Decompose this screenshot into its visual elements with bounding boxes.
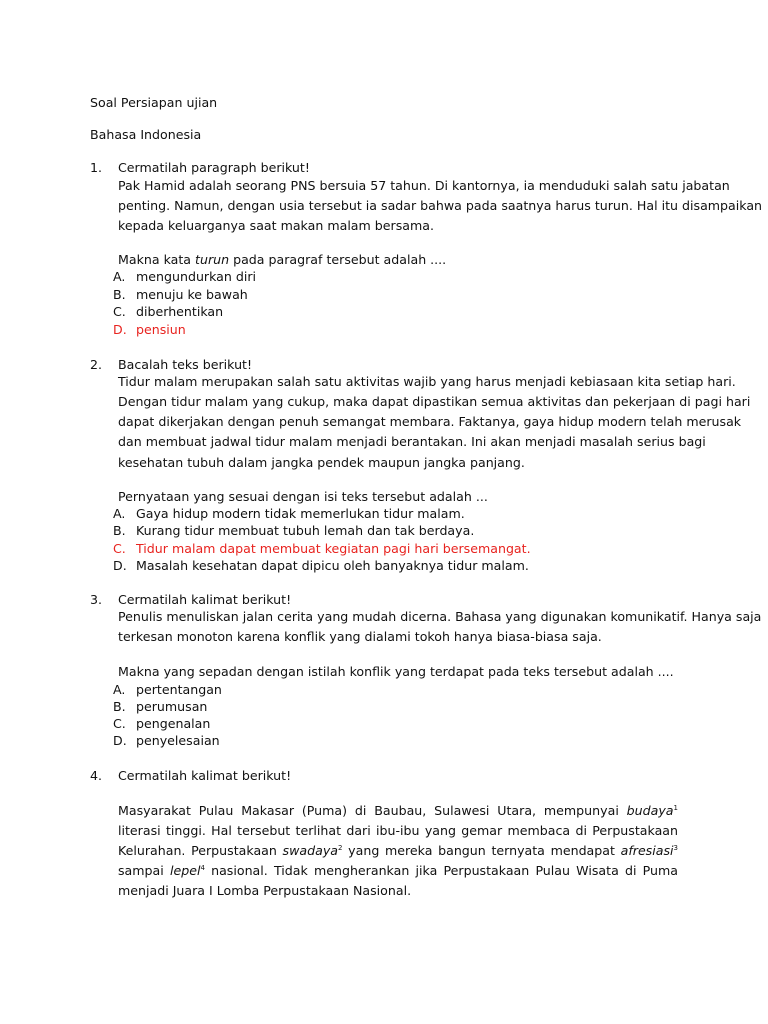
passage-line: Penulis menuliskan jalan cerita yang mudah dicerna. Bahasa yang digunakan komunikatif. Hanya saja xyxy=(118,609,762,624)
passage-line: dapat dikerjakan dengan penuh semangat membara. Faktanya, gaya hidup modern telah merusak xyxy=(118,414,742,429)
question-number: 1. xyxy=(90,160,103,175)
word-afresiasi: afresiasi xyxy=(620,843,674,858)
passage-line: Dengan tidur malam yang cukup, maka dapat dipastikan semua aktivitas dan pekerjaan di pagi hari xyxy=(118,394,751,409)
passage-line: Pak Hamid adalah seorang PNS bersuia 57 tahun. Di kantornya, ia menduduki salah satu jabatan xyxy=(118,178,730,193)
word-budaya: budaya xyxy=(626,803,674,818)
passage-line: kepada keluarganya saat makan malam bersama. xyxy=(118,218,434,233)
word-lepel: lepel xyxy=(169,863,201,878)
passage-line: Tidur malam merupakan salah satu aktivitas wajib yang harus menjadi kebiasaan kita setiap hari. xyxy=(118,374,736,389)
question-number: 2. xyxy=(90,357,103,372)
passage-line: terkesan monoton karena konflik yang dialami tokoh hanya biasa-biasa saja. xyxy=(118,629,602,644)
passage-paragraph: Masyarakat Pulau Makasar (Puma) di Baubau, Sulawesi Utara, mempunyai budaya$^1$ literasi tinggi. Hal tersebut terlihat dari ibu-ibu yang gemar membaca di Perpustakaan Kelurahan. Perpustakaan swadaya$^2$ yang mereka bangun ternyata mendapat afresiasi$^3$ sampai lepel$^4$ nasional. Tidak mengherankan jika Perpustakaan Pulau Wisata di Puma menjadi Juara I Lomba Perpustakaan Nasional. xyxy=(118,803,678,898)
question-prompt: Makna kata turun pada paragraf tersebut adalah .... xyxy=(118,252,447,267)
question-number: 4. xyxy=(90,768,103,783)
passage-line: penting. Namun, dengan usia tersebut ia sadar bahwa pada saatnya harus turun. Hal itu disampaikan xyxy=(118,198,763,213)
word-swadaya: swadaya xyxy=(282,843,339,858)
question-instruction: Cermatilah kalimat berikut! xyxy=(118,768,292,783)
question-number: 3. xyxy=(90,592,103,607)
document-page: Soal Persiapan ujian Bahasa Indonesia 1. Cermatilah paragraph berikut! Pak Hamid adalah seorang PNS bersuia 57 tahun. Di kantornya, ia menduduki salah satu jabatan penting. Namun, dengan usia tersebut ia sadar bahwa pada saatnya harus turun. Hal itu disampaikan kepada keluarganya saat makan malam bersama. Makna kata turun pada paragraf tersebut adalah .... A. mengundurkan diri B. menuju ke bawah C. diberhentikan D. pensiun 2. Bacalah teks berikut! Tidur malam merupakan salah satu aktivitas wajib yang harus menjadi kebiasaan kita setiap hari. Dengan tidur malam yang cukup, maka dapat dipastikan semua aktivitas dan pekerjaan di pagi hari dapat dikerjakan dengan penuh semangat membara. Faktanya, gaya hidup modern telah merusak dan membuat jadwal tidur malam menjadi berantakan. Ini akan menjadi masalah serius bagi kesehatan tubuh dalam jangka pendek maupun jangka panjang. Pernyataan yang sesuai dengan isi teks tersebut adalah ... A. Gaya hidup modern tidak memerlukan tidur malam. B. Kurang tidur membuat tubuh lemah dan tak berdaya. C. Tidur malam dapat membuat kegiatan pagi hari bersemangat. D. Masalah kesehatan dapat dipicu oleh banyaknya tidur malam. 3. Cermatilah kalimat berikut! Penulis menuliskan jalan cerita yang mudah dicerna. Bahasa yang digunakan komunikatif. Hanya saja terkesan monoton karena konflik yang dialami tokoh hanya biasa-biasa saja. Makna yang sepadan dengan istilah konflik yang terdapat pada teks tersebut adalah .... A. pertentangan B. perumusan C. pengenalan D. penyelesaian 4. Cermatilah kalimat berikut! Masyarakat Pulau Makasar (Puma) di Baubau, Sulawesi Utara, mempunyai budaya$^1$ literasi tinggi. Hal tersebut terlihat dari ibu-ibu yang gemar membaca di Perpustakaan Kelurahan. Perpustakaan swadaya$^2$ yang mereka bangun ternyata mendapat afresiasi$^3$ sampai lepel$^4$ nasional. Tidak mengherankan jika Perpustakaan Pulau Wisata di Puma menjadi Juara I Lomba Perpustakaan Nasional. xyxy=(0,0,768,1024)
question-instruction: Cermatilah kalimat berikut! xyxy=(118,592,292,607)
question-prompt: Pernyataan yang sesuai dengan isi teks tersebut adalah ... xyxy=(118,489,488,504)
question-prompt: Makna yang sepadan dengan istilah konflik yang terdapat pada teks tersebut adalah .... xyxy=(118,664,674,679)
passage-line: dan membuat jadwal tidur malam menjadi berantakan. Ini akan menjadi masalah serius bagi xyxy=(118,434,706,449)
question-instruction: Cermatilah paragraph berikut! xyxy=(118,160,310,175)
subject-title: Bahasa Indonesia xyxy=(90,127,202,142)
question-instruction: Bacalah teks berikut! xyxy=(118,357,253,372)
passage-line: kesehatan tubuh dalam jangka pendek maupun jangka panjang. xyxy=(118,455,525,470)
document-title: Soal Persiapan ujian xyxy=(90,95,218,110)
